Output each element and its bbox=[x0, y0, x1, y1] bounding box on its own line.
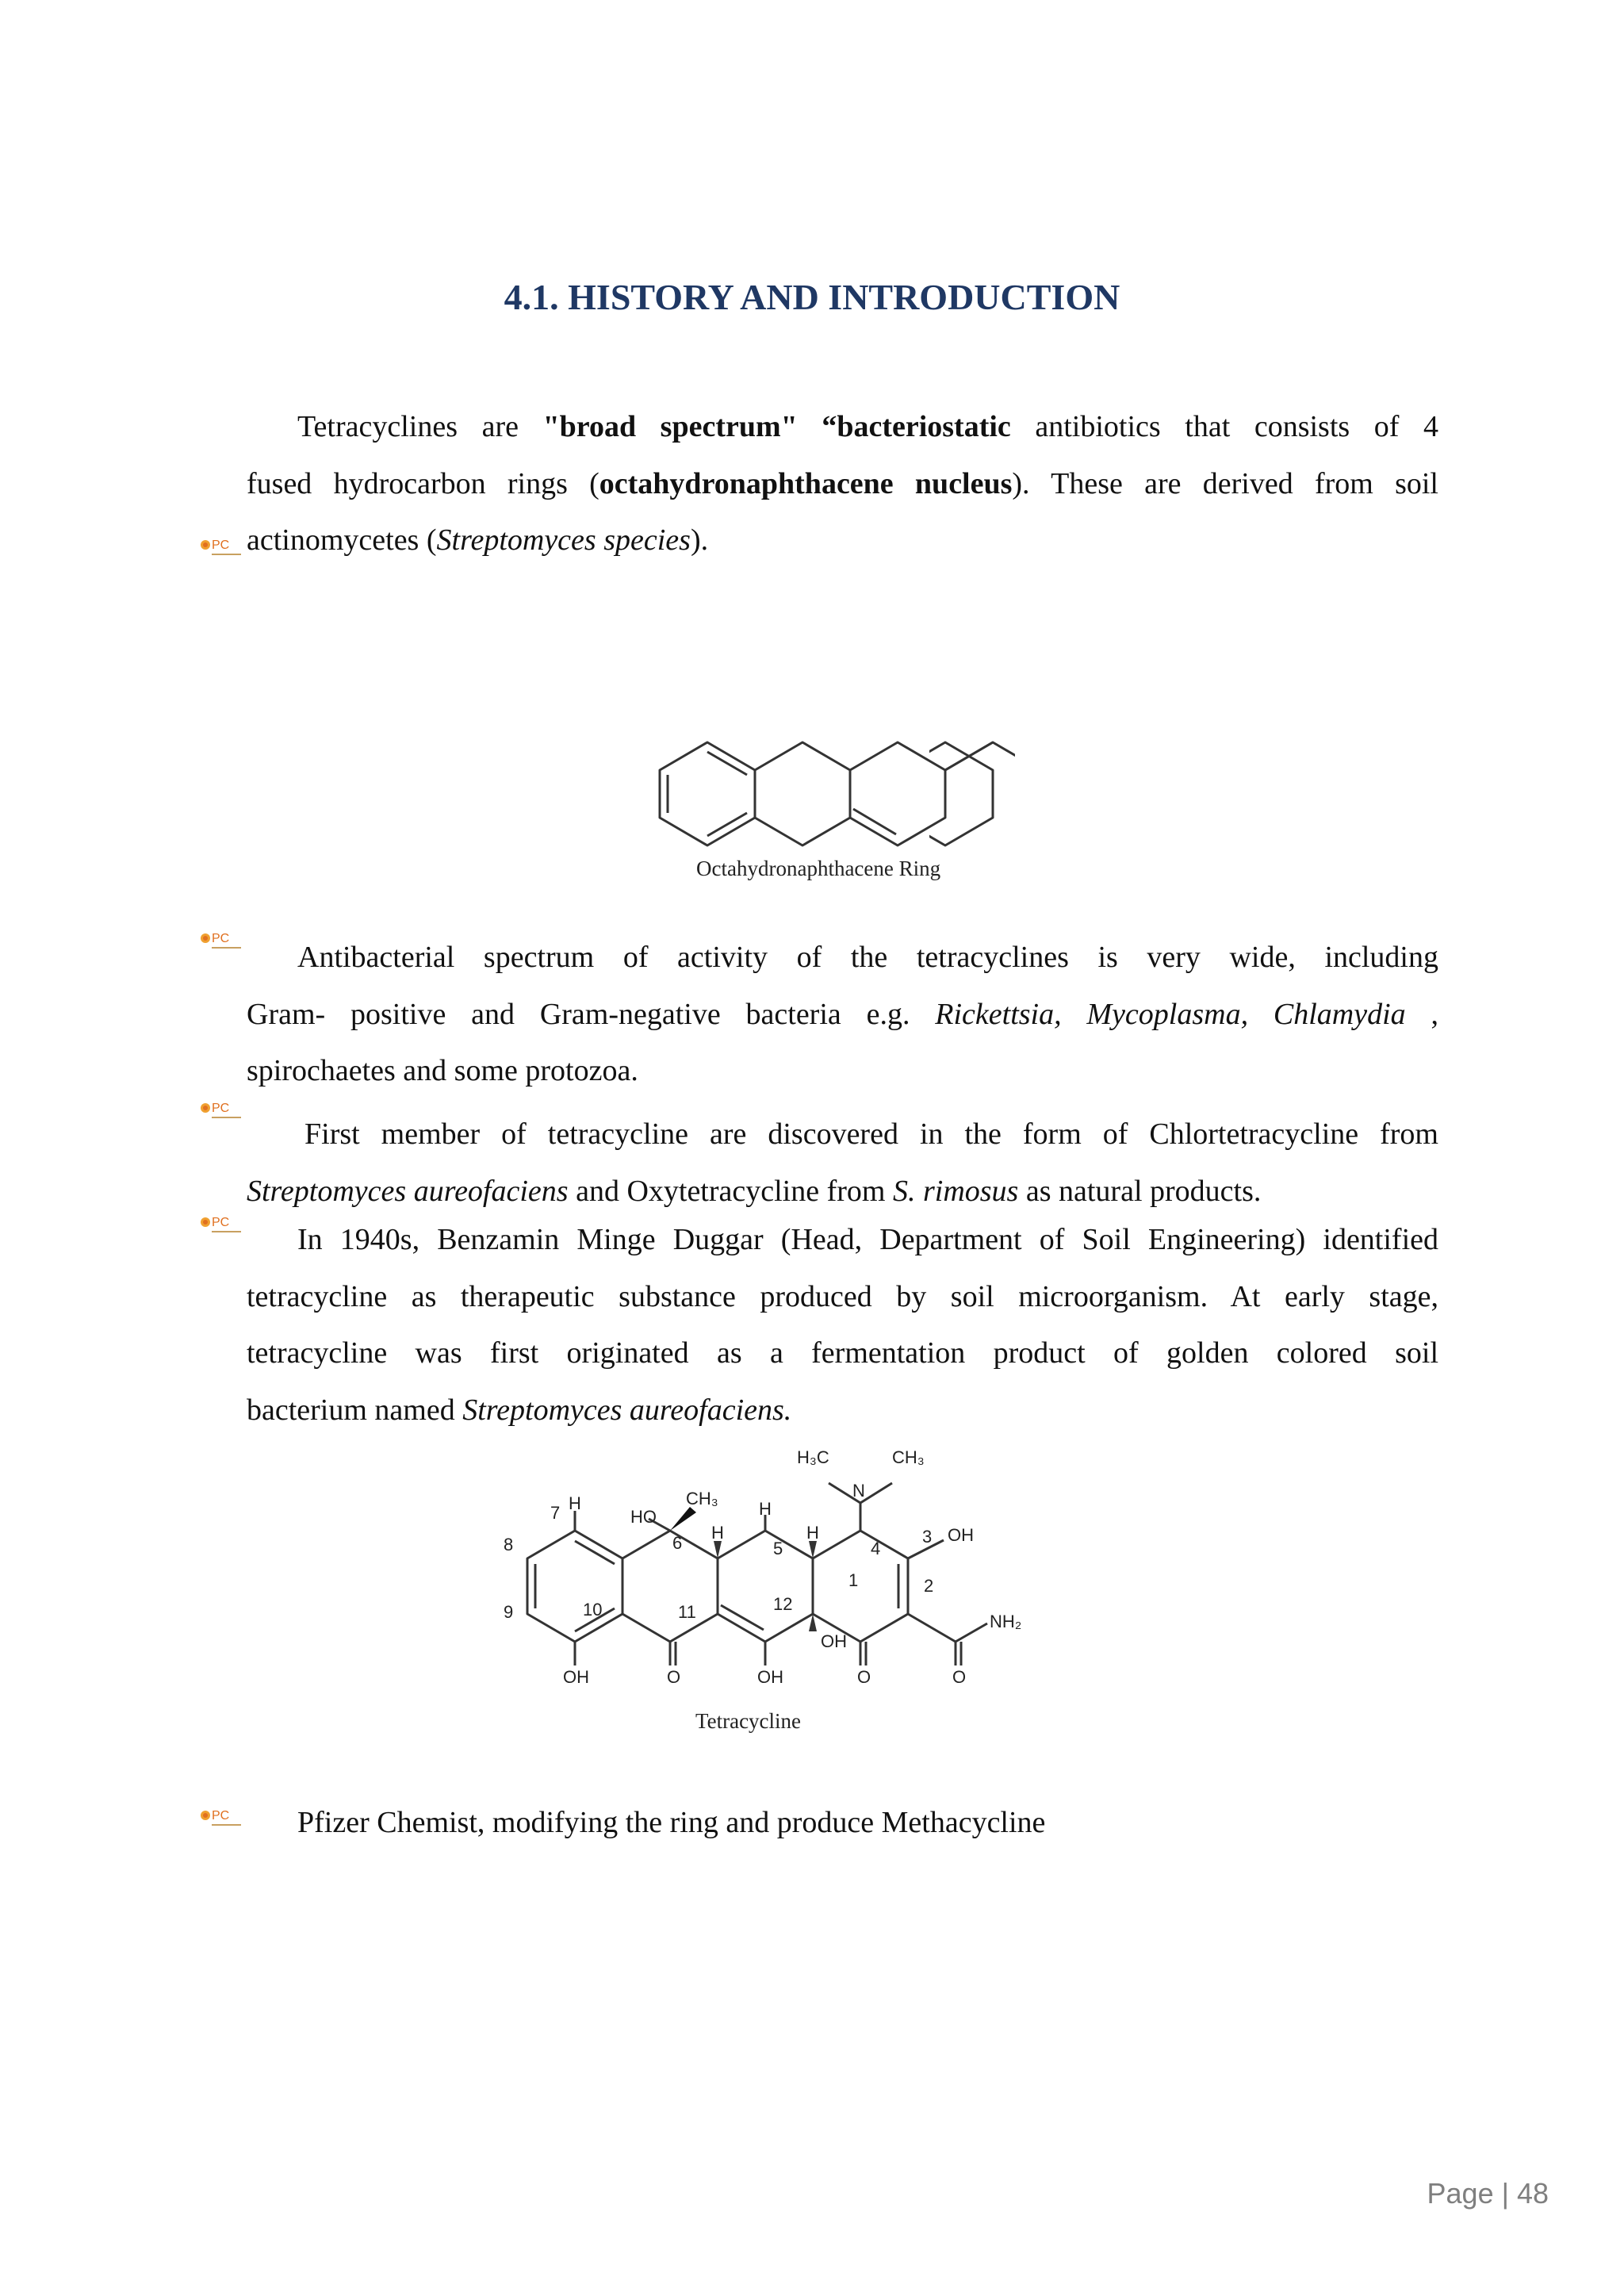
section-heading: 4.1. HISTORY AND INTRODUCTION bbox=[504, 277, 1120, 317]
svg-text:PC: PC bbox=[212, 539, 230, 552]
para-line: fused hydrocarbon rings (octahydronaphthacene nucleus). These are derived from soil bbox=[247, 466, 1438, 500]
svg-text:CH₃: CH₃ bbox=[892, 1447, 925, 1467]
octahydronaphthacene-ring-d bbox=[929, 714, 1017, 857]
paragraph-pfizer: Pfizer Chemist, modifying the ring and produce Methacycline bbox=[297, 1806, 1046, 1839]
paragraph-history bbox=[247, 1212, 1438, 1439]
para-line: Antibacterial spectrum of activity of the tetracyclines is very wide, including bbox=[297, 941, 1438, 974]
svg-text:NH₂: NH₂ bbox=[990, 1612, 1022, 1631]
para-line: tetracycline as therapeutic substance produced by soil microorganism. At early stage, bbox=[247, 1279, 1438, 1313]
svg-text:10: 10 bbox=[583, 1600, 603, 1619]
svg-text:7: 7 bbox=[550, 1503, 561, 1523]
svg-text:OH: OH bbox=[948, 1525, 974, 1545]
paragraph-intro bbox=[247, 399, 1438, 569]
svg-text:4: 4 bbox=[871, 1539, 881, 1558]
paragraph-discovery bbox=[247, 1106, 1438, 1220]
svg-text:PC: PC bbox=[212, 1809, 230, 1823]
svg-text:3: 3 bbox=[922, 1527, 933, 1547]
pc-logo-icon bbox=[198, 1804, 243, 1831]
page-number: Page | 48 bbox=[1427, 2177, 1549, 2210]
para-line: bacterium named Streptomyces aureofaciens. bbox=[247, 1393, 792, 1427]
para-line: Gram- positive and Gram-negative bacteria e.g. Rickettsia, Mycoplasma, Chlamydia , bbox=[247, 997, 1439, 1031]
svg-text:5: 5 bbox=[773, 1539, 783, 1558]
svg-text:PC: PC bbox=[212, 932, 230, 945]
paragraph-spectrum bbox=[247, 930, 1438, 1100]
svg-text:OH: OH bbox=[821, 1631, 847, 1651]
svg-text:PC: PC bbox=[212, 1216, 230, 1229]
para-line: actinomycetes (Streptomyces species). bbox=[247, 523, 709, 557]
para-line: spirochaetes and some protozoa. bbox=[247, 1054, 638, 1087]
para-line: tetracycline was first originated as a fermentation product of golden colored soil bbox=[247, 1336, 1438, 1370]
svg-text:6: 6 bbox=[672, 1533, 683, 1553]
figure-caption: Octahydronaphthacene Ring bbox=[696, 857, 941, 880]
para-line: In 1940s, Benzamin Minge Duggar (Head, Department of Soil Engineering) identified bbox=[297, 1223, 1438, 1256]
svg-text:CH₃: CH₃ bbox=[686, 1489, 718, 1508]
para-line: Streptomyces aureofaciens and Oxytetracycline from S. rimosus as natural products. bbox=[247, 1174, 1262, 1208]
para-line: Tetracyclines are "broad spectrum" “bacteriostatic antibiotics that consists of 4 bbox=[297, 410, 1438, 443]
svg-text:2: 2 bbox=[924, 1576, 934, 1596]
svg-text:OH: OH bbox=[757, 1667, 783, 1687]
svg-text:12: 12 bbox=[773, 1594, 793, 1614]
pc-logo-icon bbox=[198, 534, 243, 561]
svg-text:H: H bbox=[806, 1523, 819, 1543]
pc-logo-icon bbox=[198, 1097, 243, 1124]
svg-text:H₃C: H₃C bbox=[797, 1447, 829, 1467]
svg-text:11: 11 bbox=[678, 1602, 696, 1622]
svg-text:O: O bbox=[952, 1667, 967, 1687]
svg-text:O: O bbox=[667, 1667, 681, 1687]
svg-text:OH: OH bbox=[563, 1667, 589, 1687]
svg-text:H: H bbox=[711, 1523, 724, 1543]
svg-text:H: H bbox=[569, 1493, 581, 1513]
pc-logo-icon bbox=[198, 927, 243, 954]
svg-text:1: 1 bbox=[848, 1570, 859, 1590]
svg-text:O: O bbox=[857, 1667, 871, 1687]
svg-text:PC: PC bbox=[212, 1102, 230, 1115]
svg-text:H: H bbox=[759, 1499, 772, 1519]
pc-logo-icon bbox=[198, 1211, 243, 1238]
svg-text:8: 8 bbox=[504, 1535, 514, 1554]
para-line: First member of tetracycline are discovered in the form of Chlortetracycline from bbox=[304, 1117, 1438, 1151]
svg-text:9: 9 bbox=[504, 1602, 514, 1622]
figure-caption: Tetracycline bbox=[695, 1709, 802, 1733]
tetracycline-structure bbox=[492, 1439, 1047, 1701]
svg-text:HO: HO bbox=[630, 1507, 657, 1527]
svg-text:N: N bbox=[852, 1481, 865, 1501]
